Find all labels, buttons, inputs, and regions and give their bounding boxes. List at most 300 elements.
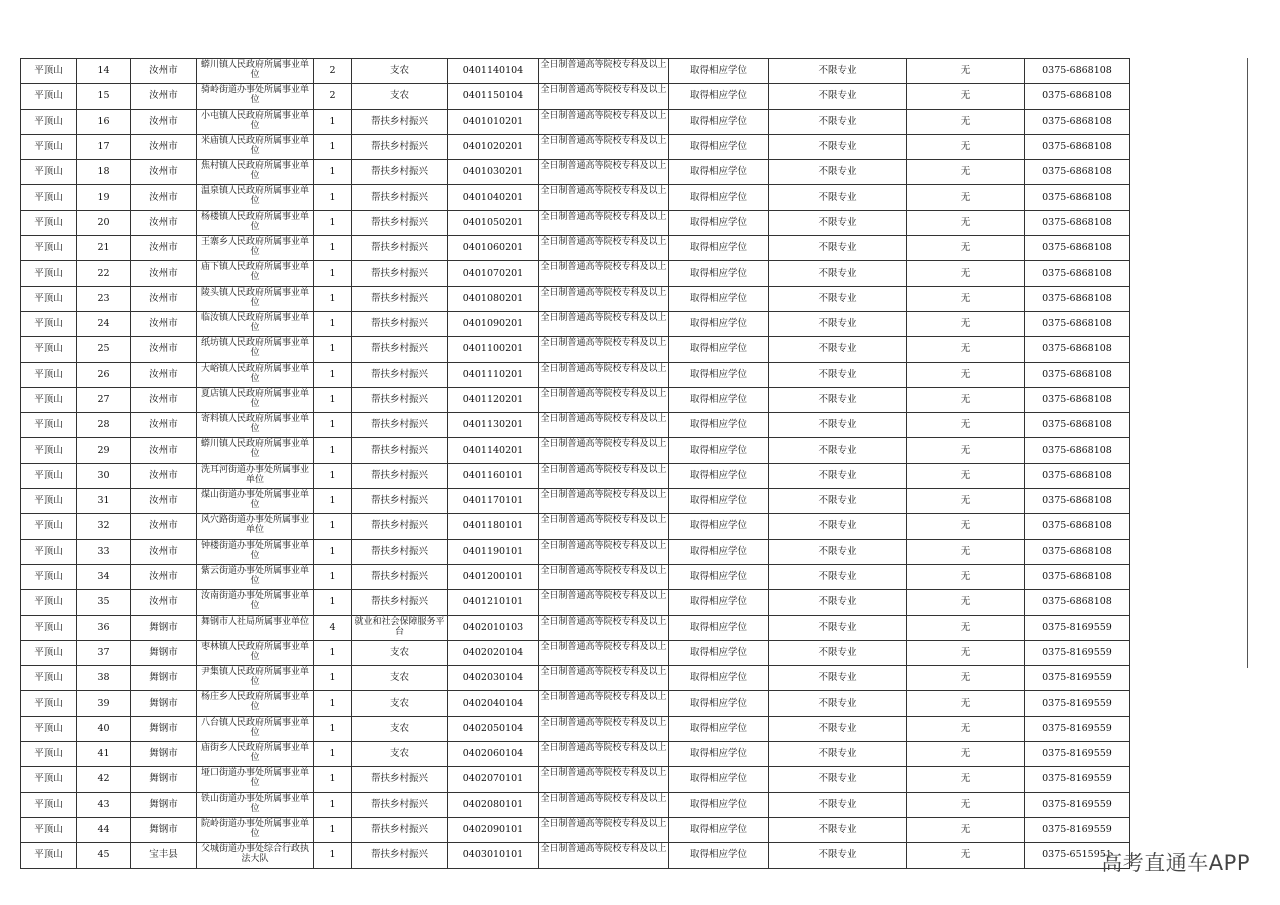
phone-cell: 0375-6515951 (1025, 843, 1130, 868)
city-cell: 平顶山 (21, 767, 77, 792)
unit-cell: 尹集镇人民政府所属事业单位 (197, 666, 314, 691)
unit-cell: 垭口街道办事处所属事业单位 (197, 767, 314, 792)
city-cell: 平顶山 (21, 311, 77, 336)
count-cell: 1 (314, 337, 352, 362)
count-cell: 1 (314, 210, 352, 235)
unit-cell: 洗耳河街道办事处所属事业单位 (197, 463, 314, 488)
count-cell: 4 (314, 615, 352, 640)
other-cell: 无 (907, 387, 1025, 412)
unit-cell: 夏店镇人民政府所属事业单位 (197, 387, 314, 412)
unit-cell: 院岭街道办事处所属事业单位 (197, 817, 314, 842)
major-cell: 不限专业 (769, 134, 907, 159)
degree-cell: 取得相应学位 (669, 539, 769, 564)
count-cell: 1 (314, 691, 352, 716)
table-row (21, 463, 1130, 488)
education-cell: 全日制普通高等院校专科及以上 (539, 539, 669, 564)
other-cell: 无 (907, 489, 1025, 514)
major-cell: 不限专业 (769, 767, 907, 792)
county-cell: 汝州市 (131, 413, 197, 438)
education-cell: 全日制普通高等院校专科及以上 (539, 742, 669, 767)
county-cell: 舞钢市 (131, 716, 197, 741)
code-cell: 0401160101 (448, 463, 539, 488)
code-cell: 0401040201 (448, 185, 539, 210)
serial-cell: 15 (77, 84, 131, 109)
table-row (21, 716, 1130, 741)
city-cell: 平顶山 (21, 843, 77, 868)
education-cell: 全日制普通高等院校专科及以上 (539, 438, 669, 463)
count-cell: 1 (314, 539, 352, 564)
phone-cell: 0375-6868108 (1025, 134, 1130, 159)
degree-cell: 取得相应学位 (669, 489, 769, 514)
unit-cell: 钟楼街道办事处所属事业单位 (197, 539, 314, 564)
city-cell: 平顶山 (21, 539, 77, 564)
code-cell: 0401110201 (448, 362, 539, 387)
unit-cell: 父城街道办事处综合行政执法大队 (197, 843, 314, 868)
code-cell: 0402040104 (448, 691, 539, 716)
unit-cell: 庙街乡人民政府所属事业单位 (197, 742, 314, 767)
position-cell: 帮扶乡村振兴 (352, 210, 448, 235)
major-cell: 不限专业 (769, 539, 907, 564)
degree-cell: 取得相应学位 (669, 666, 769, 691)
table-row (21, 817, 1130, 842)
other-cell: 无 (907, 463, 1025, 488)
count-cell: 1 (314, 716, 352, 741)
education-cell: 全日制普通高等院校专科及以上 (539, 843, 669, 868)
degree-cell: 取得相应学位 (669, 185, 769, 210)
major-cell: 不限专业 (769, 590, 907, 615)
major-cell: 不限专业 (769, 160, 907, 185)
degree-cell: 取得相应学位 (669, 564, 769, 589)
city-cell: 平顶山 (21, 261, 77, 286)
code-cell: 0401100201 (448, 337, 539, 362)
other-cell: 无 (907, 691, 1025, 716)
page-edge-line (1247, 58, 1248, 668)
position-cell: 帮扶乡村振兴 (352, 311, 448, 336)
degree-cell: 取得相应学位 (669, 817, 769, 842)
unit-cell: 陵头镇人民政府所属事业单位 (197, 286, 314, 311)
count-cell: 1 (314, 236, 352, 261)
code-cell: 0401070201 (448, 261, 539, 286)
code-cell: 0402080101 (448, 792, 539, 817)
phone-cell: 0375-6868108 (1025, 463, 1130, 488)
position-cell: 帮扶乡村振兴 (352, 514, 448, 539)
major-cell: 不限专业 (769, 185, 907, 210)
serial-cell: 45 (77, 843, 131, 868)
code-cell: 0401170101 (448, 489, 539, 514)
education-cell: 全日制普通高等院校专科及以上 (539, 84, 669, 109)
degree-cell: 取得相应学位 (669, 640, 769, 665)
table-row (21, 134, 1130, 159)
serial-cell: 24 (77, 311, 131, 336)
degree-cell: 取得相应学位 (669, 210, 769, 235)
code-cell: 0401060201 (448, 236, 539, 261)
unit-cell: 煤山街道办事处所属事业单位 (197, 489, 314, 514)
city-cell: 平顶山 (21, 160, 77, 185)
phone-cell: 0375-6868108 (1025, 590, 1130, 615)
other-cell: 无 (907, 109, 1025, 134)
code-cell: 0401030201 (448, 160, 539, 185)
count-cell: 1 (314, 311, 352, 336)
table-row (21, 160, 1130, 185)
table-row (21, 109, 1130, 134)
education-cell: 全日制普通高等院校专科及以上 (539, 236, 669, 261)
count-cell: 1 (314, 489, 352, 514)
count-cell: 1 (314, 286, 352, 311)
phone-cell: 0375-6868108 (1025, 539, 1130, 564)
serial-cell: 42 (77, 767, 131, 792)
unit-cell: 杨楼镇人民政府所属事业单位 (197, 210, 314, 235)
watermark: 高考直通车APP (1101, 851, 1250, 875)
table-row (21, 261, 1130, 286)
phone-cell: 0375-8169559 (1025, 640, 1130, 665)
code-cell: 0402020104 (448, 640, 539, 665)
position-cell: 帮扶乡村振兴 (352, 387, 448, 412)
count-cell: 1 (314, 387, 352, 412)
serial-cell: 20 (77, 210, 131, 235)
unit-cell: 汝南街道办事处所属事业单位 (197, 590, 314, 615)
serial-cell: 32 (77, 514, 131, 539)
code-cell: 0401130201 (448, 413, 539, 438)
serial-cell: 14 (77, 59, 131, 84)
other-cell: 无 (907, 134, 1025, 159)
position-cell: 帮扶乡村振兴 (352, 413, 448, 438)
position-cell: 帮扶乡村振兴 (352, 185, 448, 210)
major-cell: 不限专业 (769, 691, 907, 716)
position-cell: 帮扶乡村振兴 (352, 160, 448, 185)
unit-cell: 小屯镇人民政府所属事业单位 (197, 109, 314, 134)
serial-cell: 30 (77, 463, 131, 488)
count-cell: 1 (314, 843, 352, 868)
education-cell: 全日制普通高等院校专科及以上 (539, 640, 669, 665)
other-cell: 无 (907, 716, 1025, 741)
other-cell: 无 (907, 362, 1025, 387)
education-cell: 全日制普通高等院校专科及以上 (539, 286, 669, 311)
major-cell: 不限专业 (769, 84, 907, 109)
unit-cell: 庙下镇人民政府所属事业单位 (197, 261, 314, 286)
county-cell: 汝州市 (131, 539, 197, 564)
table-row (21, 387, 1130, 412)
table-row (21, 615, 1130, 640)
degree-cell: 取得相应学位 (669, 691, 769, 716)
phone-cell: 0375-6868108 (1025, 413, 1130, 438)
city-cell: 平顶山 (21, 817, 77, 842)
education-cell: 全日制普通高等院校专科及以上 (539, 514, 669, 539)
degree-cell: 取得相应学位 (669, 792, 769, 817)
code-cell: 0401200101 (448, 564, 539, 589)
county-cell: 汝州市 (131, 463, 197, 488)
degree-cell: 取得相应学位 (669, 311, 769, 336)
serial-cell: 35 (77, 590, 131, 615)
city-cell: 平顶山 (21, 362, 77, 387)
other-cell: 无 (907, 84, 1025, 109)
phone-cell: 0375-6868108 (1025, 438, 1130, 463)
major-cell: 不限专业 (769, 792, 907, 817)
major-cell: 不限专业 (769, 716, 907, 741)
serial-cell: 26 (77, 362, 131, 387)
major-cell: 不限专业 (769, 337, 907, 362)
degree-cell: 取得相应学位 (669, 362, 769, 387)
degree-cell: 取得相应学位 (669, 514, 769, 539)
code-cell: 0402030104 (448, 666, 539, 691)
degree-cell: 取得相应学位 (669, 742, 769, 767)
major-cell: 不限专业 (769, 286, 907, 311)
other-cell: 无 (907, 160, 1025, 185)
code-cell: 0401010201 (448, 109, 539, 134)
county-cell: 汝州市 (131, 160, 197, 185)
serial-cell: 22 (77, 261, 131, 286)
degree-cell: 取得相应学位 (669, 84, 769, 109)
serial-cell: 25 (77, 337, 131, 362)
major-cell: 不限专业 (769, 59, 907, 84)
other-cell: 无 (907, 185, 1025, 210)
position-cell: 帮扶乡村振兴 (352, 590, 448, 615)
unit-cell: 蟒川镇人民政府所属事业单位 (197, 59, 314, 84)
table-row (21, 185, 1130, 210)
unit-cell: 枣林镇人民政府所属事业单位 (197, 640, 314, 665)
table-row (21, 59, 1130, 84)
count-cell: 1 (314, 413, 352, 438)
position-cell: 帮扶乡村振兴 (352, 463, 448, 488)
code-cell: 0401020201 (448, 134, 539, 159)
unit-cell: 杨庄乡人民政府所属事业单位 (197, 691, 314, 716)
serial-cell: 44 (77, 817, 131, 842)
count-cell: 1 (314, 666, 352, 691)
count-cell: 1 (314, 817, 352, 842)
other-cell: 无 (907, 767, 1025, 792)
education-cell: 全日制普通高等院校专科及以上 (539, 109, 669, 134)
unit-cell: 铁山街道办事处所属事业单位 (197, 792, 314, 817)
city-cell: 平顶山 (21, 84, 77, 109)
degree-cell: 取得相应学位 (669, 463, 769, 488)
serial-cell: 34 (77, 564, 131, 589)
education-cell: 全日制普通高等院校专科及以上 (539, 767, 669, 792)
position-cell: 帮扶乡村振兴 (352, 792, 448, 817)
county-cell: 汝州市 (131, 387, 197, 412)
position-cell: 就业和社会保障服务平台 (352, 615, 448, 640)
other-cell: 无 (907, 514, 1025, 539)
code-cell: 0401180101 (448, 514, 539, 539)
other-cell: 无 (907, 817, 1025, 842)
phone-cell: 0375-6868108 (1025, 514, 1130, 539)
major-cell: 不限专业 (769, 514, 907, 539)
education-cell: 全日制普通高等院校专科及以上 (539, 134, 669, 159)
education-cell: 全日制普通高等院校专科及以上 (539, 387, 669, 412)
city-cell: 平顶山 (21, 438, 77, 463)
city-cell: 平顶山 (21, 185, 77, 210)
major-cell: 不限专业 (769, 615, 907, 640)
table-row (21, 590, 1130, 615)
phone-cell: 0375-6868108 (1025, 185, 1130, 210)
city-cell: 平顶山 (21, 564, 77, 589)
county-cell: 汝州市 (131, 337, 197, 362)
table-row (21, 843, 1130, 868)
education-cell: 全日制普通高等院校专科及以上 (539, 59, 669, 84)
serial-cell: 33 (77, 539, 131, 564)
phone-cell: 0375-8169559 (1025, 767, 1130, 792)
county-cell: 汝州市 (131, 286, 197, 311)
county-cell: 汝州市 (131, 261, 197, 286)
other-cell: 无 (907, 742, 1025, 767)
education-cell: 全日制普通高等院校专科及以上 (539, 489, 669, 514)
position-cell: 支农 (352, 59, 448, 84)
table-row (21, 438, 1130, 463)
unit-cell: 蟒川镇人民政府所属事业单位 (197, 438, 314, 463)
phone-cell: 0375-6868108 (1025, 362, 1130, 387)
phone-cell: 0375-6868108 (1025, 286, 1130, 311)
education-cell: 全日制普通高等院校专科及以上 (539, 716, 669, 741)
code-cell: 0401080201 (448, 286, 539, 311)
code-cell: 0401140201 (448, 438, 539, 463)
degree-cell: 取得相应学位 (669, 767, 769, 792)
major-cell: 不限专业 (769, 210, 907, 235)
code-cell: 0401190101 (448, 539, 539, 564)
other-cell: 无 (907, 640, 1025, 665)
count-cell: 1 (314, 463, 352, 488)
serial-cell: 19 (77, 185, 131, 210)
major-cell: 不限专业 (769, 362, 907, 387)
education-cell: 全日制普通高等院校专科及以上 (539, 666, 669, 691)
count-cell: 1 (314, 640, 352, 665)
unit-cell: 温泉镇人民政府所属事业单位 (197, 185, 314, 210)
education-cell: 全日制普通高等院校专科及以上 (539, 792, 669, 817)
phone-cell: 0375-8169559 (1025, 691, 1130, 716)
table-row (21, 489, 1130, 514)
position-cell: 支农 (352, 691, 448, 716)
position-cell: 支农 (352, 742, 448, 767)
phone-cell: 0375-8169559 (1025, 792, 1130, 817)
education-cell: 全日制普通高等院校专科及以上 (539, 362, 669, 387)
count-cell: 1 (314, 438, 352, 463)
major-cell: 不限专业 (769, 109, 907, 134)
education-cell: 全日制普通高等院校专科及以上 (539, 311, 669, 336)
serial-cell: 17 (77, 134, 131, 159)
position-cell: 帮扶乡村振兴 (352, 564, 448, 589)
phone-cell: 0375-6868108 (1025, 210, 1130, 235)
city-cell: 平顶山 (21, 792, 77, 817)
other-cell: 无 (907, 286, 1025, 311)
major-cell: 不限专业 (769, 817, 907, 842)
city-cell: 平顶山 (21, 716, 77, 741)
city-cell: 平顶山 (21, 286, 77, 311)
other-cell: 无 (907, 615, 1025, 640)
major-cell: 不限专业 (769, 640, 907, 665)
degree-cell: 取得相应学位 (669, 109, 769, 134)
serial-cell: 23 (77, 286, 131, 311)
city-cell: 平顶山 (21, 666, 77, 691)
serial-cell: 18 (77, 160, 131, 185)
education-cell: 全日制普通高等院校专科及以上 (539, 564, 669, 589)
education-cell: 全日制普通高等院校专科及以上 (539, 691, 669, 716)
county-cell: 舞钢市 (131, 666, 197, 691)
county-cell: 汝州市 (131, 185, 197, 210)
education-cell: 全日制普通高等院校专科及以上 (539, 413, 669, 438)
code-cell: 0401150104 (448, 84, 539, 109)
serial-cell: 37 (77, 640, 131, 665)
county-cell: 汝州市 (131, 109, 197, 134)
phone-cell: 0375-6868108 (1025, 311, 1130, 336)
city-cell: 平顶山 (21, 134, 77, 159)
major-cell: 不限专业 (769, 438, 907, 463)
code-cell: 0403010101 (448, 843, 539, 868)
position-cell: 帮扶乡村振兴 (352, 286, 448, 311)
phone-cell: 0375-6868108 (1025, 564, 1130, 589)
major-cell: 不限专业 (769, 261, 907, 286)
other-cell: 无 (907, 666, 1025, 691)
city-cell: 平顶山 (21, 387, 77, 412)
city-cell: 平顶山 (21, 109, 77, 134)
phone-cell: 0375-8169559 (1025, 817, 1130, 842)
major-cell: 不限专业 (769, 463, 907, 488)
phone-cell: 0375-6868108 (1025, 59, 1130, 84)
phone-cell: 0375-8169559 (1025, 615, 1130, 640)
table-row (21, 514, 1130, 539)
count-cell: 1 (314, 185, 352, 210)
other-cell: 无 (907, 261, 1025, 286)
degree-cell: 取得相应学位 (669, 261, 769, 286)
phone-cell: 0375-6868108 (1025, 387, 1130, 412)
county-cell: 汝州市 (131, 59, 197, 84)
education-cell: 全日制普通高等院校专科及以上 (539, 210, 669, 235)
table-row (21, 210, 1130, 235)
education-cell: 全日制普通高等院校专科及以上 (539, 615, 669, 640)
code-cell: 0401090201 (448, 311, 539, 336)
position-cell: 帮扶乡村振兴 (352, 362, 448, 387)
degree-cell: 取得相应学位 (669, 387, 769, 412)
code-cell: 0402090101 (448, 817, 539, 842)
code-cell: 0401050201 (448, 210, 539, 235)
unit-cell: 大峪镇人民政府所属事业单位 (197, 362, 314, 387)
serial-cell: 28 (77, 413, 131, 438)
other-cell: 无 (907, 843, 1025, 868)
other-cell: 无 (907, 438, 1025, 463)
phone-cell: 0375-6868108 (1025, 236, 1130, 261)
unit-cell: 舞钢市人社局所属事业单位 (197, 615, 314, 640)
position-cell: 支农 (352, 666, 448, 691)
table-row (21, 84, 1130, 109)
count-cell: 1 (314, 109, 352, 134)
recruitment-table (20, 58, 1130, 869)
degree-cell: 取得相应学位 (669, 438, 769, 463)
city-cell: 平顶山 (21, 210, 77, 235)
county-cell: 汝州市 (131, 514, 197, 539)
city-cell: 平顶山 (21, 337, 77, 362)
major-cell: 不限专业 (769, 236, 907, 261)
table-row (21, 286, 1130, 311)
serial-cell: 36 (77, 615, 131, 640)
serial-cell: 21 (77, 236, 131, 261)
degree-cell: 取得相应学位 (669, 59, 769, 84)
position-cell: 支农 (352, 84, 448, 109)
degree-cell: 取得相应学位 (669, 590, 769, 615)
degree-cell: 取得相应学位 (669, 160, 769, 185)
serial-cell: 43 (77, 792, 131, 817)
education-cell: 全日制普通高等院校专科及以上 (539, 185, 669, 210)
phone-cell: 0375-8169559 (1025, 742, 1130, 767)
other-cell: 无 (907, 236, 1025, 261)
position-cell: 支农 (352, 716, 448, 741)
major-cell: 不限专业 (769, 843, 907, 868)
table-row (21, 539, 1130, 564)
other-cell: 无 (907, 413, 1025, 438)
count-cell: 1 (314, 514, 352, 539)
phone-cell: 0375-6868108 (1025, 109, 1130, 134)
county-cell: 舞钢市 (131, 767, 197, 792)
major-cell: 不限专业 (769, 666, 907, 691)
other-cell: 无 (907, 59, 1025, 84)
count-cell: 1 (314, 742, 352, 767)
table-row (21, 691, 1130, 716)
degree-cell: 取得相应学位 (669, 413, 769, 438)
